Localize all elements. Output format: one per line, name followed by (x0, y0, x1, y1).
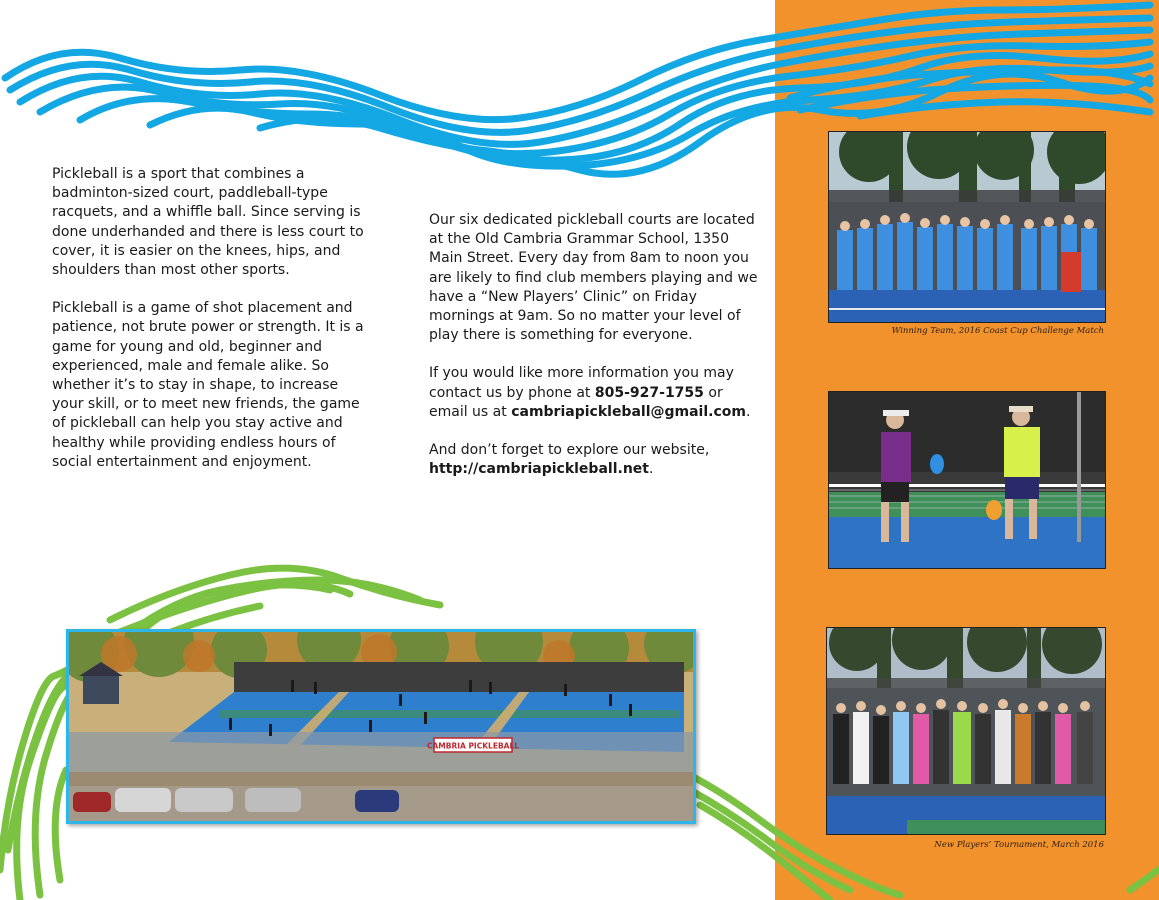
website-period: . (648, 461, 654, 478)
new-players-tournament-photo (826, 627, 1106, 835)
cambria-pickleball-sign: CAMBRIA PICKLEBALL (426, 741, 520, 751)
website-intro: And don’t forget to explore our website, (429, 442, 710, 459)
winning-team-caption: Winning Team, 2016 Coast Cup Challenge Match (891, 326, 1104, 336)
players-at-net-photo (828, 391, 1106, 569)
website-paragraph (429, 441, 759, 479)
intro-column (52, 165, 372, 491)
website-link[interactable]: http://cambriapickleball.net (429, 461, 649, 478)
contact-paragraph (429, 364, 759, 422)
contact-period: . (745, 403, 751, 420)
phone-number[interactable]: 805-927-1755 (594, 384, 704, 401)
location-column (429, 211, 759, 498)
email-intro: or email us at (429, 384, 723, 420)
intro-paragraph-2: Pickleball is a game of shot placement and patience, not brute power or strength. It is a game for young and old, beginner and experienced, male and female alike. So whether it’s to stay in shape, to increase your skill, or to meet new friends, the game of pickleball can help you stay active and healthy while providing endless hours of social entertainment and enjoyment. (52, 300, 364, 470)
intro-paragraph-1: Pickleball is a sport that combines a badminton-sized court, paddleball-type racquets, and a whiffle ball. Since serving is done underhanded and there is less court to cover, it is easier on the knees, hips, and shoulders than most other sports. (52, 166, 364, 279)
contact-intro: If you would like more information you may contact us by phone at (429, 365, 734, 401)
new-players-tournament-caption: New Players’ Tournament, March 2016 (934, 840, 1104, 850)
winning-team-photo (828, 131, 1106, 323)
courts-panorama-photo (66, 629, 696, 824)
location-paragraph: Our six dedicated pickleball courts are located at the Old Cambria Grammar School, 1350 Main Street. Every day from 8am to noon you are likely to find club members playing and we have a “New Players’ Clinic” on Friday mornings at 9am. So no matter your level of play there is something for everyone. (429, 212, 758, 344)
email-address[interactable]: cambriapickleball@gmail.com (511, 403, 746, 420)
